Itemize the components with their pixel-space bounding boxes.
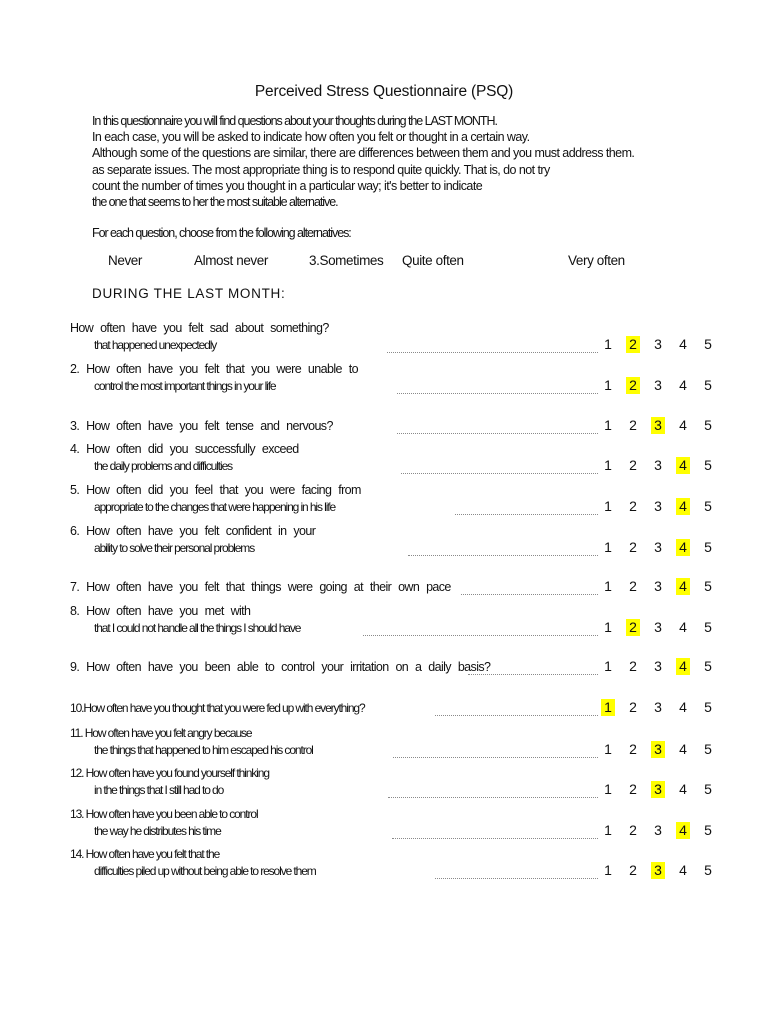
- answer-leader-dots: [388, 797, 598, 798]
- rating-option-5[interactable]: 5: [704, 336, 712, 352]
- rating-option-2-selected[interactable]: 2: [626, 336, 640, 353]
- rating-option-3-selected[interactable]: 3: [651, 781, 665, 798]
- rating-option-3[interactable]: 3: [654, 457, 662, 473]
- rating-scale: [601, 377, 727, 395]
- rating-option-2[interactable]: 2: [629, 822, 637, 838]
- answer-leader-dots: [408, 555, 598, 556]
- answer-leader-dots: [435, 878, 598, 879]
- rating-option-5[interactable]: 5: [704, 822, 712, 838]
- rating-option-1[interactable]: 1: [604, 457, 612, 473]
- rating-scale: [601, 457, 727, 475]
- question-9: [70, 659, 490, 676]
- rating-option-2[interactable]: 2: [629, 578, 637, 594]
- question-13: [70, 806, 258, 840]
- instruction-line: In each case, you will be asked to indicate how often you felt or thought in a certain way.: [92, 130, 530, 145]
- answer-leader-dots: [455, 514, 598, 515]
- rating-option-3[interactable]: 3: [654, 619, 662, 635]
- rating-option-3-selected[interactable]: 3: [651, 741, 665, 758]
- rating-option-2[interactable]: 2: [629, 658, 637, 674]
- rating-option-3-selected[interactable]: 3: [651, 862, 665, 879]
- question-text: 9. How often have you been able to control your irritation on a daily basis?: [70, 660, 491, 674]
- rating-scale: [601, 539, 727, 557]
- rating-option-5[interactable]: 5: [704, 457, 712, 473]
- rating-option-3[interactable]: 3: [654, 336, 662, 352]
- instruction-line: as separate issues. The most appropriate thing is to respond quite quickly. That is, do not try: [92, 162, 550, 177]
- rating-option-2[interactable]: 2: [629, 457, 637, 473]
- rating-option-4[interactable]: 4: [679, 336, 687, 352]
- question-text: 11. How often have you felt angry because: [70, 726, 252, 740]
- section-heading: DURING THE LAST MONTH:: [92, 286, 286, 301]
- rating-option-5[interactable]: 5: [704, 539, 712, 555]
- question-6: [70, 523, 315, 557]
- question-text: 5. How often did you feel that you were facing from: [70, 483, 361, 497]
- question-text: 10.How often have you thought that you were fed up with everything?: [70, 701, 365, 715]
- instruction-line: the one that seems to her the most suitable alternative.: [92, 195, 338, 210]
- rating-option-2-selected[interactable]: 2: [626, 619, 640, 636]
- rating-option-3[interactable]: 3: [654, 578, 662, 594]
- rating-option-3[interactable]: 3: [654, 699, 662, 715]
- question-8: [70, 603, 300, 637]
- rating-option-2[interactable]: 2: [629, 741, 637, 757]
- question-text-continued: the way he distributes his time: [94, 824, 221, 838]
- rating-option-5[interactable]: 5: [704, 578, 712, 594]
- rating-option-1[interactable]: 1: [604, 498, 612, 514]
- instructions: [92, 113, 692, 210]
- question-text-continued: control the most important things in your life: [94, 379, 276, 393]
- question-10: [70, 700, 365, 717]
- rating-option-4[interactable]: 4: [679, 699, 687, 715]
- page-title: Perceived Stress Questionnaire (PSQ): [254, 83, 514, 100]
- rating-option-2[interactable]: 2: [629, 539, 637, 555]
- question-text-continued: the things that happened to him escaped his control: [94, 743, 313, 757]
- rating-option-1[interactable]: 1: [604, 781, 612, 797]
- answer-leader-dots: [387, 352, 598, 353]
- answer-leader-dots: [401, 473, 598, 474]
- alternative-quite-often: Quite often: [402, 253, 464, 268]
- rating-option-1[interactable]: 1: [604, 822, 612, 838]
- instruction-line: count the number of times you thought in a particular way; it's better to indicate: [92, 178, 483, 193]
- question-7: [70, 579, 451, 596]
- rating-option-1[interactable]: 1: [604, 377, 612, 393]
- answer-leader-dots: [461, 594, 598, 595]
- answer-leader-dots: [363, 635, 598, 636]
- answer-leader-dots: [435, 715, 598, 716]
- rating-scale: [601, 417, 727, 435]
- question-2: [70, 361, 358, 395]
- rating-option-2[interactable]: 2: [629, 781, 637, 797]
- rating-option-5[interactable]: 5: [704, 699, 712, 715]
- rating-option-3[interactable]: 3: [654, 822, 662, 838]
- rating-option-2[interactable]: 2: [629, 862, 637, 878]
- rating-scale: [601, 336, 727, 354]
- rating-option-2-selected[interactable]: 2: [626, 377, 640, 394]
- rating-option-3[interactable]: 3: [654, 658, 662, 674]
- rating-option-5[interactable]: 5: [704, 862, 712, 878]
- rating-option-1[interactable]: 1: [604, 539, 612, 555]
- rating-option-4-selected[interactable]: 4: [676, 498, 690, 515]
- alternative-almost-never: Almost never: [194, 253, 268, 268]
- rating-scale: [601, 822, 727, 840]
- rating-option-5[interactable]: 5: [704, 417, 712, 433]
- rating-option-3[interactable]: 3: [654, 498, 662, 514]
- question-1: [70, 320, 329, 354]
- question-text: 14. How often have you felt that the: [70, 847, 220, 861]
- rating-scale: [601, 741, 727, 759]
- rating-option-5[interactable]: 5: [704, 781, 712, 797]
- rating-option-1[interactable]: 1: [604, 336, 612, 352]
- question-text: 2. How often have you felt that you were unable to: [70, 362, 358, 376]
- rating-scale: [601, 699, 727, 717]
- question-12: [70, 765, 269, 799]
- alternative-never: Never: [108, 253, 143, 268]
- rating-option-3[interactable]: 3: [654, 539, 662, 555]
- rating-option-4[interactable]: 4: [679, 417, 687, 433]
- question-text: 6. How often have you felt confident in your: [70, 524, 316, 538]
- rating-option-2[interactable]: 2: [629, 417, 637, 433]
- answer-leader-dots: [393, 757, 598, 758]
- question-text: 7. How often have you felt that things were going at their own pace: [70, 580, 451, 594]
- rating-option-4[interactable]: 4: [679, 781, 687, 797]
- rating-option-1[interactable]: 1: [604, 658, 612, 674]
- question-text: 4. How often did you successfully exceed: [70, 442, 299, 456]
- question-text-continued: that happened unexpectedly: [94, 338, 217, 352]
- question-4: [70, 441, 299, 475]
- rating-option-4-selected[interactable]: 4: [676, 457, 690, 474]
- rating-option-4-selected[interactable]: 4: [676, 658, 690, 675]
- answer-leader-dots: [397, 393, 598, 394]
- question-14: [70, 846, 316, 880]
- rating-option-1[interactable]: 1: [604, 578, 612, 594]
- question-text-continued: that I could not handle all the things I should have: [94, 621, 301, 635]
- alternative-very-often: Very often: [568, 253, 625, 268]
- question-5: [70, 482, 361, 516]
- answer-leader-dots: [468, 674, 598, 675]
- question-text-continued: appropriate to the changes that were happening in his life: [94, 500, 336, 514]
- choose-instruction: For each question, choose from the following alternatives:: [92, 226, 351, 240]
- rating-option-1[interactable]: 1: [604, 741, 612, 757]
- instruction-line: Although some of the questions are similar, there are differences between them and you must address them.: [92, 146, 635, 161]
- rating-scale: [601, 658, 727, 676]
- rating-scale: [601, 578, 727, 596]
- alternative-sometimes: 3.Sometimes: [309, 253, 384, 268]
- rating-option-4-selected[interactable]: 4: [676, 822, 690, 839]
- rating-scale: [601, 862, 727, 880]
- rating-option-1-selected[interactable]: 1: [601, 699, 615, 716]
- rating-option-4[interactable]: 4: [679, 741, 687, 757]
- rating-option-2[interactable]: 2: [629, 498, 637, 514]
- rating-option-5[interactable]: 5: [704, 377, 712, 393]
- rating-scale: [601, 619, 727, 637]
- rating-option-5[interactable]: 5: [704, 619, 712, 635]
- question-3: [70, 418, 333, 435]
- rating-scale: [601, 498, 727, 516]
- rating-option-1[interactable]: 1: [604, 417, 612, 433]
- question-text: How often have you felt sad about something?: [70, 321, 329, 335]
- rating-option-4-selected[interactable]: 4: [676, 539, 690, 556]
- rating-scale: [601, 781, 727, 799]
- rating-option-4-selected[interactable]: 4: [676, 578, 690, 595]
- question-11: [70, 725, 313, 759]
- question-text-continued: ability to solve their personal problems: [94, 541, 255, 555]
- question-text-continued: in the things that I still had to do: [94, 783, 224, 797]
- question-text: 12. How often have you found yourself thinking: [70, 766, 269, 780]
- rating-option-5[interactable]: 5: [704, 498, 712, 514]
- rating-option-4[interactable]: 4: [679, 619, 687, 635]
- question-text-continued: the daily problems and difficulties: [94, 459, 233, 473]
- rating-option-2[interactable]: 2: [629, 699, 637, 715]
- answer-leader-dots: [397, 433, 598, 434]
- answer-leader-dots: [392, 838, 598, 839]
- rating-option-3-selected[interactable]: 3: [651, 417, 665, 434]
- rating-option-3[interactable]: 3: [654, 377, 662, 393]
- question-text: 8. How often have you met with: [70, 604, 251, 618]
- instruction-line: In this questionnaire you will find questions about your thoughts during the LAST MONTH.: [92, 114, 497, 128]
- rating-option-1[interactable]: 1: [604, 619, 612, 635]
- rating-option-1[interactable]: 1: [604, 862, 612, 878]
- rating-option-5[interactable]: 5: [704, 658, 712, 674]
- rating-option-4[interactable]: 4: [679, 862, 687, 878]
- rating-option-5[interactable]: 5: [704, 741, 712, 757]
- rating-option-4[interactable]: 4: [679, 377, 687, 393]
- question-text: 13. How often have you been able to control: [70, 807, 258, 821]
- question-text: 3. How often have you felt tense and nervous?: [70, 419, 333, 433]
- question-text-continued: difficulties piled up without being able to resolve them: [94, 864, 316, 878]
